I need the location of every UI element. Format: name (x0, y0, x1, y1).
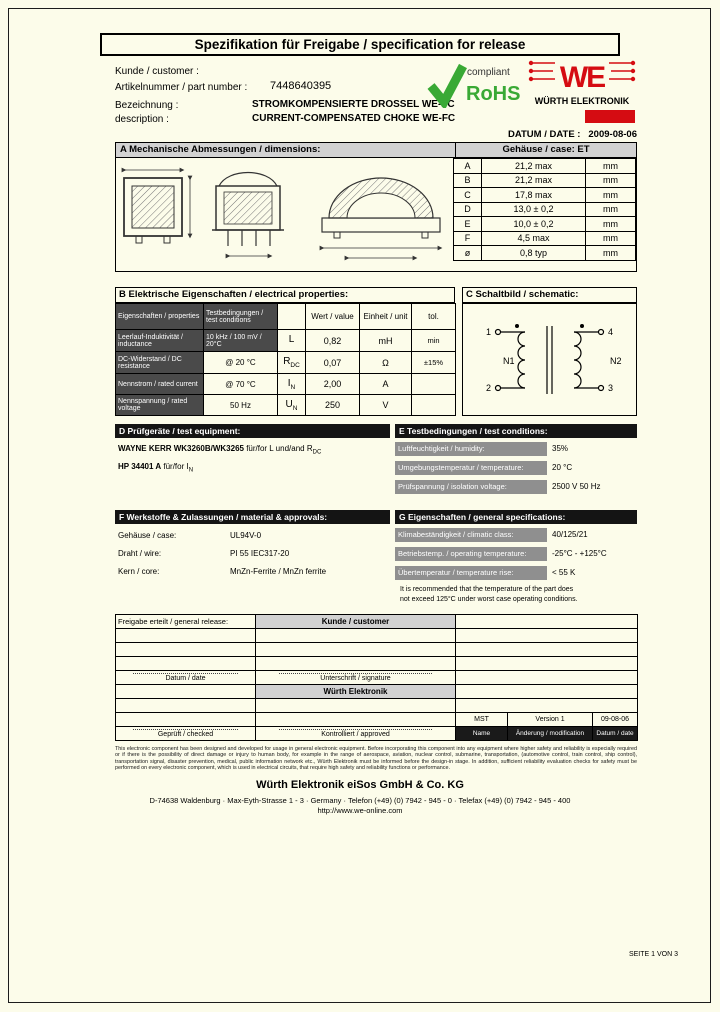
dim-key: B (454, 173, 482, 188)
release-row (116, 685, 638, 699)
date-value: 2009-08-06 (588, 129, 637, 140)
dim-value: 17,8 max (482, 188, 586, 203)
value-cell: 0,07 (306, 352, 360, 374)
equipment-suffix: für/for I (161, 462, 189, 471)
spec-row (395, 528, 637, 542)
section-d-title: D Prüfgeräte / test equipment: (115, 424, 390, 438)
approved-label: Kontrolliert / approved (279, 729, 431, 738)
designation-value: STROMKOMPENSIERTE DROSSEL WE-FC (252, 99, 455, 110)
tol-cell (412, 374, 456, 395)
we-logo-graphic (527, 54, 637, 126)
dim-unit: mm (586, 202, 636, 217)
dim-key: ø (454, 246, 482, 261)
dim-unit: mm (586, 231, 636, 246)
equipment-item (118, 444, 321, 456)
condition-cell: @ 20 °C (204, 352, 278, 374)
spec-label: Übertemperatur / temperature rise: (395, 566, 547, 580)
signature-label: Unterschrift / signature (279, 673, 431, 682)
condition-cell: @ 70 °C (204, 374, 278, 395)
description-value: CURRENT-COMPENSATED CHOKE WE-FC (252, 113, 456, 124)
release-row (116, 671, 638, 685)
wurth-elektronik-logo (527, 54, 637, 126)
designation-label: Bezeichnung : (115, 100, 179, 111)
equipment-suffix-sub: DC (312, 449, 322, 456)
dimension-row (454, 246, 636, 261)
unit-cell: mH (360, 330, 412, 352)
condition-cell: 10 kHz / 100 mV / 20°C (204, 330, 278, 352)
tol-cell: min (412, 330, 456, 352)
release-table (115, 614, 638, 741)
col-header-tol: tol. (412, 304, 456, 330)
release-row (116, 629, 638, 643)
rohs-logo (425, 62, 521, 108)
we-red-banner (585, 110, 635, 123)
dim-key: C (454, 188, 482, 203)
dimension-row (454, 202, 636, 217)
property-cell: Nennspannung / rated voltage (116, 395, 204, 416)
section-a-title: A Mechanische Abmessungen / dimensions: (116, 143, 456, 157)
condition-value: 35% (552, 444, 569, 453)
equipment-suffix-sub: N (188, 467, 194, 474)
version-initials: MST (456, 713, 508, 727)
symbol-sub: N (292, 404, 298, 412)
col-header-properties: Eigenschaften / properties (116, 304, 204, 330)
dim-key: F (454, 231, 482, 246)
section-f-title: F Werkstoffe & Zulassungen / material & approvals: (115, 510, 390, 524)
dimension-row (454, 173, 636, 188)
release-cell (456, 671, 638, 685)
signature-cell (256, 671, 456, 685)
equipment-item (118, 462, 193, 474)
version-label: Version 1 (508, 713, 593, 727)
winding-n2-label: N2 (610, 356, 622, 366)
date-line (430, 129, 637, 140)
page-number: SEITE 1 VON 3 (628, 951, 678, 958)
dimension-row (454, 159, 636, 174)
dim-key: D (454, 202, 482, 217)
symbol: I (287, 377, 291, 389)
release-cell (456, 699, 638, 713)
condition-label: Luftfeuchtigkeit / humidity: (395, 442, 547, 456)
dim-value: 13,0 ± 0,2 (482, 202, 586, 217)
release-cell (256, 629, 456, 643)
dim-key: E (454, 217, 482, 232)
release-cell (456, 629, 638, 643)
dimension-row (454, 188, 636, 203)
section-e-title: E Testbedingungen / test conditions: (395, 424, 637, 438)
release-row (116, 699, 638, 713)
dimension-row (454, 231, 636, 246)
release-row (116, 643, 638, 657)
symbol-cell (278, 330, 306, 352)
we-header-cell: Würth Elektronik (256, 685, 456, 699)
dimension-row (454, 217, 636, 232)
drawing-winding-view (322, 178, 440, 258)
col-header-unit: Einheit / unit (360, 304, 412, 330)
release-cell (116, 643, 256, 657)
release-row (116, 615, 638, 629)
checked-label: Geprüft / checked (133, 729, 238, 738)
tol-cell (412, 395, 456, 416)
release-cell (256, 699, 456, 713)
symbol: L (288, 334, 295, 345)
spec-row (395, 566, 637, 580)
release-cell (116, 685, 256, 699)
spec-value: < 55 K (552, 568, 576, 577)
section-g-title: G Eigenschaften / general specifications: (395, 510, 637, 524)
release-row (116, 727, 638, 741)
pin-3-label: 3 (608, 383, 614, 393)
case-label: Gehäuse / case: ET (502, 144, 590, 155)
value-cell: 250 (306, 395, 360, 416)
temperature-note-line1: It is recommended that the temperature of the part does (400, 586, 574, 593)
release-cell (116, 713, 256, 727)
spec-label: Betriebstemp. / operating temperature: (395, 547, 547, 561)
material-label: Draht / wire: (118, 549, 162, 558)
spec-value: -25°C - +125°C (552, 549, 607, 558)
symbol-cell (278, 395, 306, 416)
dim-unit: mm (586, 188, 636, 203)
drawing-front-view (124, 170, 190, 243)
release-date-cell (116, 671, 256, 685)
rohs-name-text: RoHS (466, 83, 521, 105)
test-conditions-list (395, 442, 637, 499)
date-label: DATUM / DATE : (507, 129, 581, 140)
property-cell: Nennstrom / rated current (116, 374, 204, 395)
release-date-label: Datum / date (133, 673, 238, 682)
unit-cell: V (360, 395, 412, 416)
approved-cell (256, 727, 456, 741)
dim-key: A (454, 159, 482, 174)
dim-value: 4,5 max (482, 231, 586, 246)
legal-disclaimer: This electronic component has been designed and developed for usage in general electronic equipment. Before incorporating this component into any equipment where higher safety and reliability is especially required or if there is the possibility of direct damage or injury to human body, for example in the range of aerospace, aviation, nuclear control, submarine, transportation, (automotive control, train control, ship control), transportation signal, disaster prevention, medical, public information network etc., Würth Elektronik must be informed before the design-in stage. In addition, sufficient reliability evaluation checks for safety must be performed on every electronic component, which is used in electrical circuits, that require high safety and reliability functions or performance. (115, 746, 637, 772)
dim-unit: mm (586, 173, 636, 188)
property-cell: Leerlauf-Induktivität / inductance (116, 330, 204, 352)
dimensions-table (453, 158, 636, 261)
release-cell (456, 685, 638, 699)
symbol-sub: N (290, 383, 296, 391)
spec-label: Klimabeständigkeit / climatic class: (395, 528, 547, 542)
part-number-label: Artikelnummer / part number : (115, 82, 248, 93)
release-cell (116, 629, 256, 643)
dim-value: 21,2 max (482, 159, 586, 174)
equipment-name: HP 34401 A (118, 462, 162, 471)
property-row-inductance (116, 330, 456, 352)
value-cell: 2,00 (306, 374, 360, 395)
schematic-box (462, 303, 637, 416)
dim-value: 10,0 ± 0,2 (482, 217, 586, 232)
condition-value: 2500 V 50 Hz (552, 482, 601, 491)
winding-n1-label: N1 (503, 356, 515, 366)
property-row-rated-voltage (116, 395, 456, 416)
dim-value: 0,8 typ (482, 246, 586, 261)
symbol: R (283, 356, 291, 367)
property-row-rated-current (116, 374, 456, 395)
material-value: PI 55 IEC317-20 (230, 549, 290, 558)
pin-2-label: 2 (486, 383, 492, 393)
symbol-cell (278, 352, 306, 374)
condition-label: Umgebungstemperatur / temperature: (395, 461, 547, 475)
schematic-drawing (463, 304, 636, 415)
section-b-title: B Elektrische Eigenschaften / electrical properties: (115, 287, 455, 303)
modification-column-header: Änderung / modification (508, 727, 593, 741)
material-row (118, 567, 326, 576)
unit-cell: A (360, 374, 412, 395)
material-label: Gehäuse / case: (118, 531, 177, 540)
equipment-name: WAYNE KERR WK3260B/WK3265 (118, 444, 244, 453)
material-row (118, 549, 289, 558)
tol-cell: ±15% (412, 352, 456, 374)
section-c-title: C Schaltbild / schematic: (462, 287, 637, 303)
material-value: MnZn-Ferrite / MnZn ferrite (230, 567, 327, 576)
material-value: UL94V-0 (230, 531, 262, 540)
col-header-conditions: Testbedingungen / test conditions (204, 304, 278, 330)
rohs-logo-graphic (425, 62, 521, 108)
property-row-dc-resistance (116, 352, 456, 374)
symbol: U (285, 398, 293, 410)
drawing-side-view (212, 173, 284, 257)
value-cell: 0,82 (306, 330, 360, 352)
we-company-text: WÜRTH ELEKTRONIK (534, 96, 630, 106)
pin-4-label: 4 (608, 327, 614, 337)
rohs-compliant-text: compliant (467, 67, 510, 78)
general-specs-list (395, 528, 637, 585)
dim-unit: mm (586, 159, 636, 174)
material-label: Kern / core: (118, 567, 160, 576)
property-cell: DC-Widerstand / DC resistance (116, 352, 204, 374)
release-cell (256, 713, 456, 727)
polarity-dot (515, 324, 519, 328)
date-column-header: Datum / date (593, 727, 638, 741)
release-cell (456, 615, 638, 629)
part-number-value: 7448640395 (270, 80, 332, 92)
release-cell (116, 657, 256, 671)
footer-address: D-74638 Waldenburg · Max-Eyth-Strasse 1 - 3 · Germany · Telefon (+49) (0) 7942 - 945 - 0 · Telefax (+49) (0) 7942 - 945 - 400 (149, 796, 571, 805)
condition-value: 20 °C (552, 463, 573, 472)
release-cell (116, 699, 256, 713)
version-date: 09-08-06 (593, 713, 638, 727)
dim-unit: mm (586, 246, 636, 261)
material-row (118, 531, 261, 540)
section-a (115, 142, 637, 272)
release-cell (256, 657, 456, 671)
temperature-note-line2: not exceed 125°C under worst case operating conditions. (400, 596, 578, 603)
electrical-properties-table (115, 303, 456, 416)
condition-cell: 50 Hz (204, 395, 278, 416)
pin-1-label: 1 (486, 327, 492, 337)
equipment-suffix: für/for L und/and R (243, 444, 313, 453)
col-header-symbol (278, 304, 306, 330)
test-condition-row (395, 442, 637, 456)
symbol-cell (278, 374, 306, 395)
test-condition-row (395, 461, 637, 475)
dim-unit: mm (586, 217, 636, 232)
we-letters: WE (559, 61, 605, 94)
section-a-header (116, 143, 636, 158)
table-header-row (116, 304, 456, 330)
name-column-header: Name (456, 727, 508, 741)
general-release-label: Freigabe erteilt / general release: (116, 615, 256, 629)
polarity-dot (580, 324, 584, 328)
col-header-value: Wert / value (306, 304, 360, 330)
spec-value: 40/125/21 (552, 530, 588, 539)
dim-value: 21,2 max (482, 173, 586, 188)
rohs-check-icon (431, 66, 463, 102)
description-label: description : (115, 114, 169, 125)
release-row (116, 657, 638, 671)
release-cell (256, 643, 456, 657)
footer-website: http://www.we-online.com (317, 806, 403, 815)
condition-label: Prüfspannung / isolation voltage: (395, 480, 547, 494)
footer-company: Würth Elektronik eiSos GmbH & Co. KG (256, 779, 464, 791)
customer-header-cell: Kunde / customer (256, 615, 456, 629)
checked-cell (116, 727, 256, 741)
unit-cell: Ω (360, 352, 412, 374)
document-title (100, 33, 620, 56)
release-cell (456, 643, 638, 657)
symbol-sub: DC (290, 362, 300, 369)
test-condition-row (395, 480, 637, 494)
release-cell (456, 657, 638, 671)
customer-label: Kunde / customer : (115, 66, 199, 77)
document-title-text: Spezifikation für Freigabe / specification for release (194, 37, 526, 52)
mechanical-drawings (116, 158, 456, 271)
spec-row (395, 547, 637, 561)
release-row (116, 713, 638, 727)
